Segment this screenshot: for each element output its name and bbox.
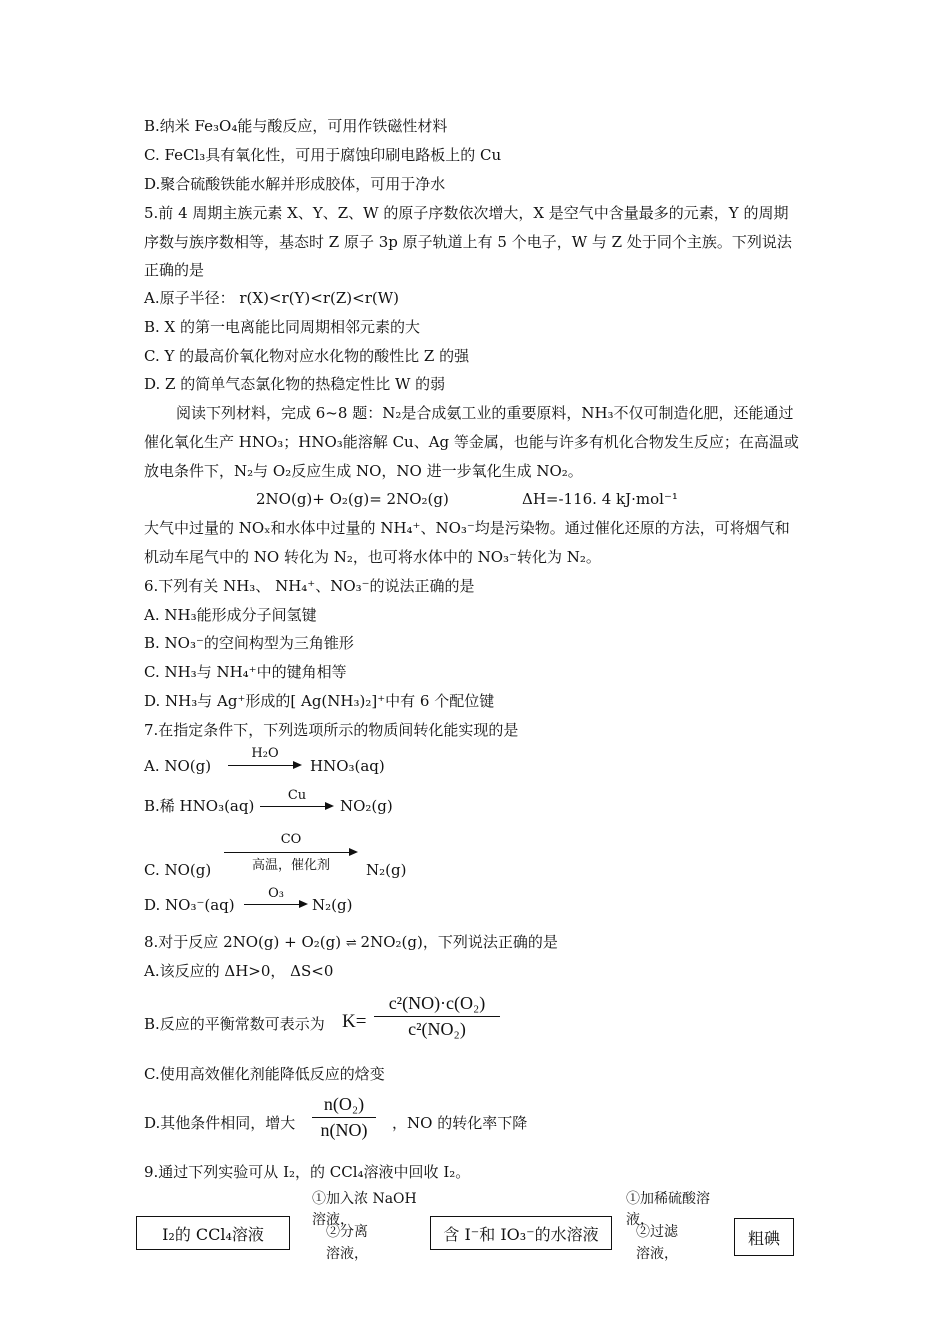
flow-step1-line2: 溶液， [312, 1212, 354, 1228]
q5-option-a: A.原子半径： r(X)<r(Y)<r(Z)<r(W) [144, 289, 399, 307]
q7-option-d-left: D. NO₃⁻(aq) [144, 896, 235, 914]
q6-option-d: D. NH₃与 Ag⁺形成的[ Ag(NH₃)₂]⁺中有 6 个配位键 [144, 692, 495, 710]
flow-box-crude-iodine: 粗碘 [734, 1218, 794, 1256]
q7-option-b-right: NO₂(g) [340, 797, 393, 815]
q8-stem-post: 2NO₂(g)，下列说法正确的是 [360, 933, 558, 951]
q7-option-a-condition: H₂O [251, 746, 279, 761]
material-enthalpy: ΔH=-116. 4 kJ·mol⁻¹ [522, 490, 678, 508]
flow-box-aqueous-solution: 含 I⁻和 IO₃⁻的水溶液 [430, 1216, 612, 1250]
q5-stem-line3: 正确的是 [144, 261, 205, 279]
q7-option-a-right: HNO₃(aq) [310, 757, 385, 775]
q7-option-b-arrow [260, 790, 334, 816]
q8-option-b-pre: B.反应的平衡常数可表示为 [144, 1015, 325, 1033]
flow-step2-line4: 溶液， [636, 1246, 678, 1262]
equilibrium-arrow-icon: ⇌ [345, 936, 356, 951]
flow-step2-line1: ①加稀硫酸溶 [626, 1191, 710, 1207]
q7-option-d-right: N₂(g) [312, 896, 353, 914]
q7-option-d-condition: O₃ [268, 886, 284, 901]
flow-step2-line2: 液， [626, 1212, 654, 1228]
q7-option-c-right: N₂(g) [366, 861, 407, 879]
q9-stem: 9.通过下列实验可从 I₂，的 CCl₄溶液中回收 I₂。 [144, 1163, 471, 1181]
material-line1: 阅读下列材料，完成 6~8 题：N₂是合成氨工业的重要原料，NH₃不仅可制造化肥，还能通过 [176, 404, 794, 422]
q7-option-c-condition-bottom: 高温，催化剂 [251, 858, 331, 873]
flow-box-iodine-ccl4: I₂的 CCl₄溶液 [136, 1216, 290, 1250]
q7-option-a-arrow [228, 748, 302, 774]
q4-option-d: D.聚合硫酸铁能水解并形成胶体，可用于净水 [144, 175, 446, 193]
q5-option-b: B. X 的第一电离能比同周期相邻元素的大 [144, 318, 421, 336]
q8-option-b-k: K= [342, 1011, 367, 1032]
q8-stem [144, 932, 558, 954]
q7-stem: 7.在指定条件下，下列选项所示的物质间转化能实现的是 [144, 721, 519, 739]
flow-step2-line3: ②过滤 [636, 1224, 678, 1240]
q8-option-b-numerator: c²(NO)·c(O₂) [388, 993, 486, 1013]
q8-option-b-fraction [374, 993, 500, 1040]
q8-stem-pre: 8.对于反应 2NO(g) + O₂(g) [144, 933, 342, 951]
q4-option-b: B.纳米 Fe₃O₄能与酸反应，可用作铁磁性材料 [144, 117, 448, 135]
q5-stem-line1: 5.前 4 周期主族元素 X、Y、Z、W 的原子序数依次增大，X 是空气中含量最多的元素，Y 的周期 [144, 204, 789, 222]
q5-option-d: D. Z 的简单气态氯化物的热稳定性比 W 的弱 [144, 375, 446, 393]
q7-option-d-arrow [244, 888, 308, 914]
q6-option-a: A. NH₃能形成分子间氢键 [144, 606, 317, 624]
q7-option-a-left: A. NO(g) [144, 757, 212, 775]
q8-option-d-denominator: n(NO) [320, 1120, 368, 1140]
material-line4: 大气中过量的 NOₓ和水体中过量的 NH₄⁺、NO₃⁻均是污染物。通过催化还原的方法，可将烟气和 [144, 519, 790, 537]
q6-option-c: C. NH₃与 NH₄⁺中的键角相等 [144, 663, 347, 681]
q7-option-c-condition-top: CO [280, 832, 302, 847]
q7-option-b-left: B.稀 HNO₃(aq) [144, 797, 255, 815]
q8-option-d-post: ，NO 的转化率下降 [392, 1114, 528, 1132]
material-line2: 催化氧化生产 HNO₃；HNO₃能溶解 Cu、Ag 等金属，也能与许多有机化合物发生反应；在高温或 [144, 433, 799, 451]
q8-option-c: C.使用高效催化剂能降低反应的焓变 [144, 1065, 385, 1083]
q8-option-b-denominator: c²(NO₂) [408, 1019, 466, 1039]
flow-step1-line3: ②分离 [326, 1224, 368, 1240]
q5-stem-line2: 序数与族序数相等，基态时 Z 原子 3p 原子轨道上有 5 个电子，W 与 Z 处于同个主族。下列说法 [144, 233, 792, 251]
flow-step1-line4: 溶液， [326, 1246, 368, 1262]
q6-stem: 6.下列有关 NH₃、 NH₄⁺、NO₃⁻的说法正确的是 [144, 577, 475, 595]
q7-option-c-arrow [224, 830, 358, 874]
flow-step1-line1: ①加入浓 NaOH [312, 1191, 417, 1207]
material-line3: 放电条件下，N₂与 O₂反应生成 NO，NO 进一步氧化生成 NO₂。 [144, 462, 583, 480]
material-equation: 2NO(g)+ O₂(g)= 2NO₂(g) [256, 490, 449, 508]
q6-option-b: B. NO₃⁻的空间构型为三角锥形 [144, 634, 354, 652]
q4-option-c: C. FeCl₃具有氧化性，可用于腐蚀印刷电路板上的 Cu [144, 146, 502, 164]
q7-option-b-condition: Cu [287, 788, 307, 803]
q8-option-d-fraction [312, 1094, 376, 1141]
material-line5: 机动车尾气中的 NO 转化为 N₂，也可将水体中的 NO₃⁻转化为 N₂。 [144, 548, 601, 566]
q8-option-d-numerator: n(O₂) [323, 1094, 365, 1114]
q5-option-c: C. Y 的最高价氧化物对应水化物的酸性比 Z 的强 [144, 347, 470, 365]
q8-option-d-pre: D.其他条件相同，增大 [144, 1114, 296, 1132]
q7-option-c-left: C. NO(g) [144, 861, 212, 879]
q8-option-a: A.该反应的 ΔH>0， ΔS<0 [144, 962, 334, 980]
